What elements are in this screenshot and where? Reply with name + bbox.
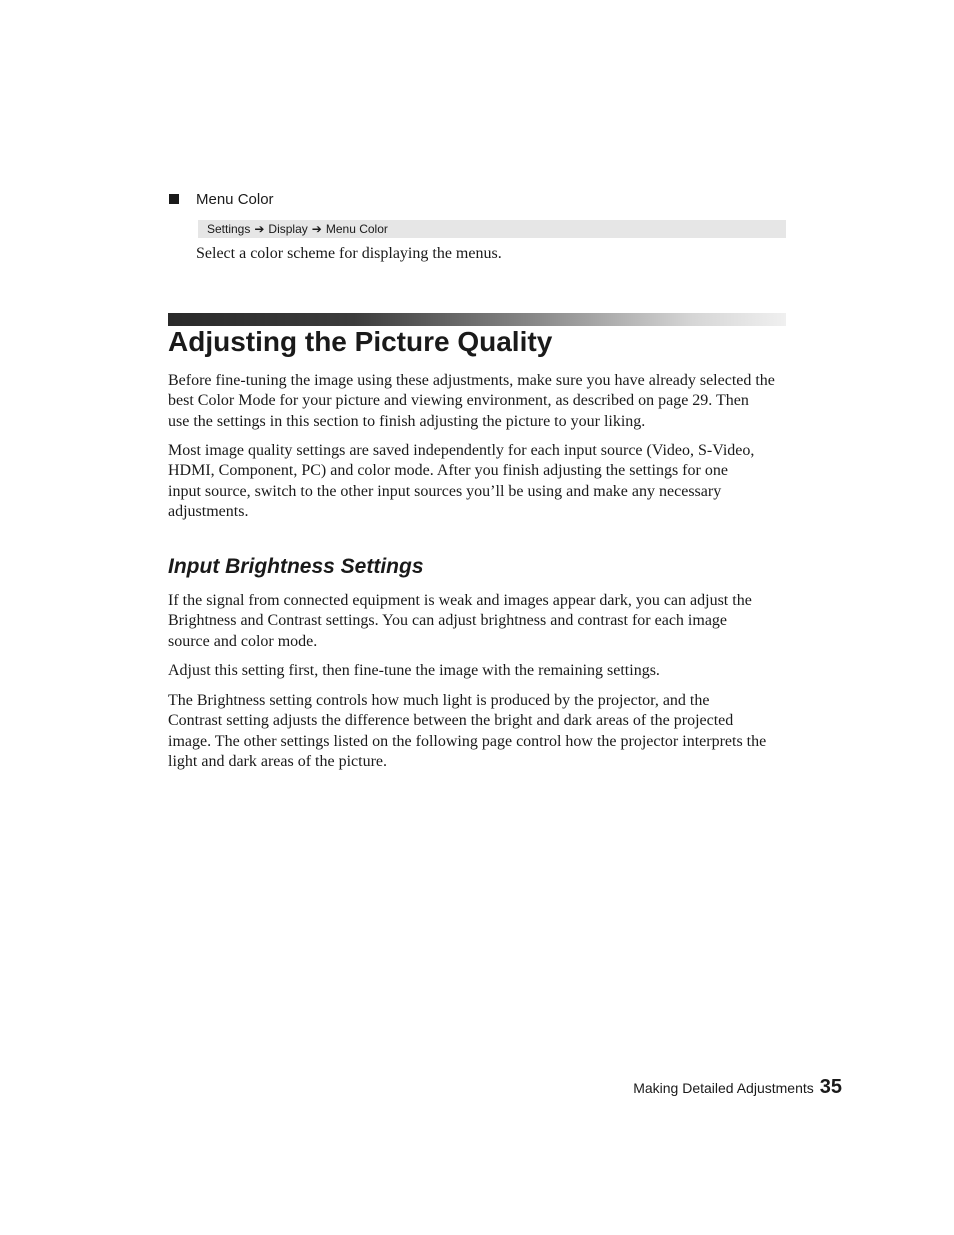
menu-color-bullet-item xyxy=(168,190,786,212)
menu-color-label: Menu Color xyxy=(196,191,274,208)
section-paragraph-1 xyxy=(168,371,786,432)
menu-color-description: Select a color scheme for displaying the menus. xyxy=(196,245,502,262)
paragraph-line: source and color mode. xyxy=(168,632,318,650)
menu-path-settings: Settings xyxy=(207,222,251,236)
page-number: 35 xyxy=(819,1076,842,1098)
paragraph-line: light and dark areas of the picture. xyxy=(168,752,388,770)
menu-path-bar xyxy=(198,220,786,238)
paragraph-line: best Color Mode for your picture and viewing environment, as described on page 29. Then xyxy=(168,392,749,410)
paragraph-line: image. The other settings listed on the following page control how the projector interprets the xyxy=(168,732,767,750)
square-bullet-icon xyxy=(169,194,179,204)
paragraph-line: The Brightness setting controls how much light is produced by the projector, and the xyxy=(168,692,710,709)
paragraph-line: HDMI, Component, PC) and color mode. After you finish adjusting the settings for one xyxy=(168,462,728,480)
subsection-paragraph-2 xyxy=(168,661,786,681)
page-footer xyxy=(560,1076,842,1104)
right-arrow-icon: ➔ xyxy=(254,222,265,236)
section-paragraph-2 xyxy=(168,441,786,522)
subsection-heading: Input Brightness Settings xyxy=(168,555,424,578)
paragraph-line: adjustments. xyxy=(168,502,249,520)
subsection-paragraph-1 xyxy=(168,591,786,652)
subsection-paragraph-3 xyxy=(168,691,786,772)
paragraph-line: Brightness and Contrast settings. You can adjust brightness and contrast for each image xyxy=(168,612,728,630)
paragraph-line: input source, switch to the other input sources you’ll be using and make any necessary xyxy=(168,482,722,500)
paragraph-line: Contrast setting adjusts the difference between the bright and dark areas of the projected xyxy=(168,712,734,730)
paragraph-line: Before fine-tuning the image using these adjustments, make sure you have already selected the xyxy=(168,372,775,389)
paragraph-line: Adjust this setting first, then fine-tune the image with the remaining settings. xyxy=(168,662,660,679)
paragraph-line: Most image quality settings are saved independently for each input source (Video, S-Video, xyxy=(168,442,755,459)
right-arrow-icon: ➔ xyxy=(311,222,322,236)
menu-path-display: Display xyxy=(268,222,308,236)
section-heading: Adjusting the Picture Quality xyxy=(168,326,553,357)
menu-path-menu-color: Menu Color xyxy=(325,222,388,236)
paragraph-line: use the settings in this section to finish adjusting the picture to your liking. xyxy=(168,412,646,430)
footer-chapter-title: Making Detailed Adjustments xyxy=(633,1080,814,1096)
paragraph-line: If the signal from connected equipment is weak and images appear dark, you can adjust the xyxy=(168,592,752,609)
